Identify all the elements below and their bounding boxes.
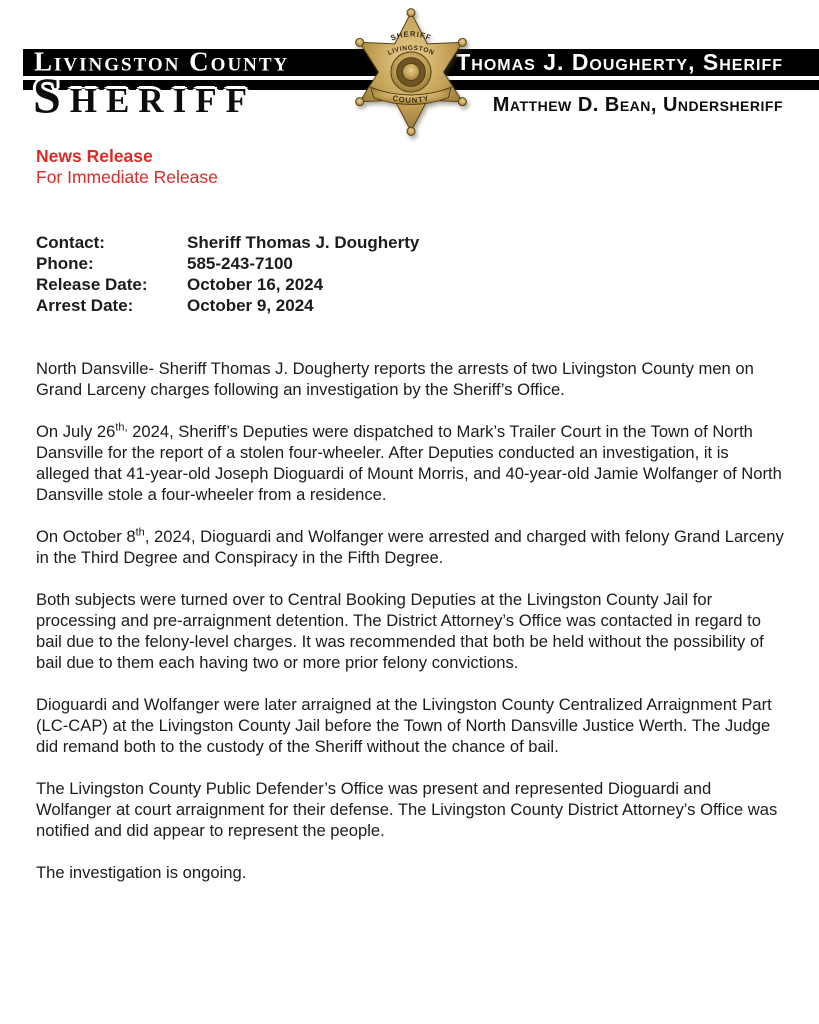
contact-row (36, 232, 786, 253)
contact-block (36, 232, 786, 316)
body-paragraphs (36, 358, 786, 883)
badge-text-sheriff: SHERIFF (389, 29, 433, 43)
sheriff-name: Thomas J. Dougherty, Sheriff (456, 48, 783, 75)
for-immediate-release-subtitle: For Immediate Release (36, 167, 218, 187)
body-paragraph: The Livingston County Public Defender’s Office was present and represented Dioguardi and Wolfanger at court arraignment for their defense. The Livingston County District Attorney’s Office was notified and did appear to represent the people. (36, 779, 778, 840)
body-paragraph: Both subjects were turned over to Central Booking Deputies at the Livingston County Jail for processing and pre-arraignment detention. The District Attorney’s Office was contacted in regard to bail due to the felony-level charges. It was recommended that both be held without the possibility of bail due to them each having two or more prior felony convictions. (36, 590, 764, 672)
org-name: Livingston County (34, 45, 290, 76)
release-content (36, 146, 786, 904)
contact-row (36, 253, 786, 274)
badge-text-livingston: LIVINGSTON (386, 44, 436, 58)
masthead (0, 0, 819, 140)
sheriff-star-badge-icon (341, 5, 481, 139)
contact-label: Arrest Date: (36, 296, 134, 315)
undersheriff-name: Matthew D. Bean, Undersheriff (492, 94, 783, 116)
news-release-title: News Release (36, 146, 153, 166)
release-head (36, 146, 786, 188)
contact-label: Phone: (36, 254, 94, 273)
contact-row (36, 295, 786, 316)
contact-label: Release Date: (36, 275, 148, 294)
body-paragraph: On July $26^{th,}$ 2024, Sheriff’s Deputies were dispatched to Mark’s Trailer Court in the Town of North Dansville for the report of a stolen four-wheeler. After Deputies conducted an investigation, it is alleged that 41-year-old Joseph Dioguardi of Mount Morris, and 40-year-old Jamie Wolfanger of North Dansville stole a four-wheeler from a residence. (36, 421, 782, 504)
badge-text-county: COUNTY (391, 93, 431, 105)
contact-label: Contact: (36, 233, 105, 252)
contact-value: October 16, 2024 (187, 275, 324, 294)
body-paragraph: On October 8th, 2024, Dioguardi and Wolfanger were arrested and charged with felony Grand Larceny in the Third Degree and Conspiracy in the Fifth Degree. (36, 526, 784, 567)
contact-value: 585-243-7100 (187, 254, 293, 273)
body-paragraph: The investigation is ongoing. (36, 863, 247, 882)
contact-row (36, 274, 786, 295)
sheriff-wordmark: Sheriff (33, 67, 257, 123)
body-paragraph: Dioguardi and Wolfanger were later arraigned at the Livingston County Centralized Arraignment Part (LC-CAP) at the Livingston County Jail before the Town of North Dansville Justice Werth. The Judge did remand both to the custody of the Sheriff without the chance of bail. (36, 695, 772, 756)
contact-value: Sheriff Thomas J. Dougherty (187, 233, 420, 252)
body-paragraph: North Dansville- Sheriff Thomas J. Dougherty reports the arrests of two Livingston County men on Grand Larceny charges following an investigation by the Sheriff’s Office. (36, 359, 754, 399)
contact-value: October 9, 2024 (187, 296, 314, 315)
